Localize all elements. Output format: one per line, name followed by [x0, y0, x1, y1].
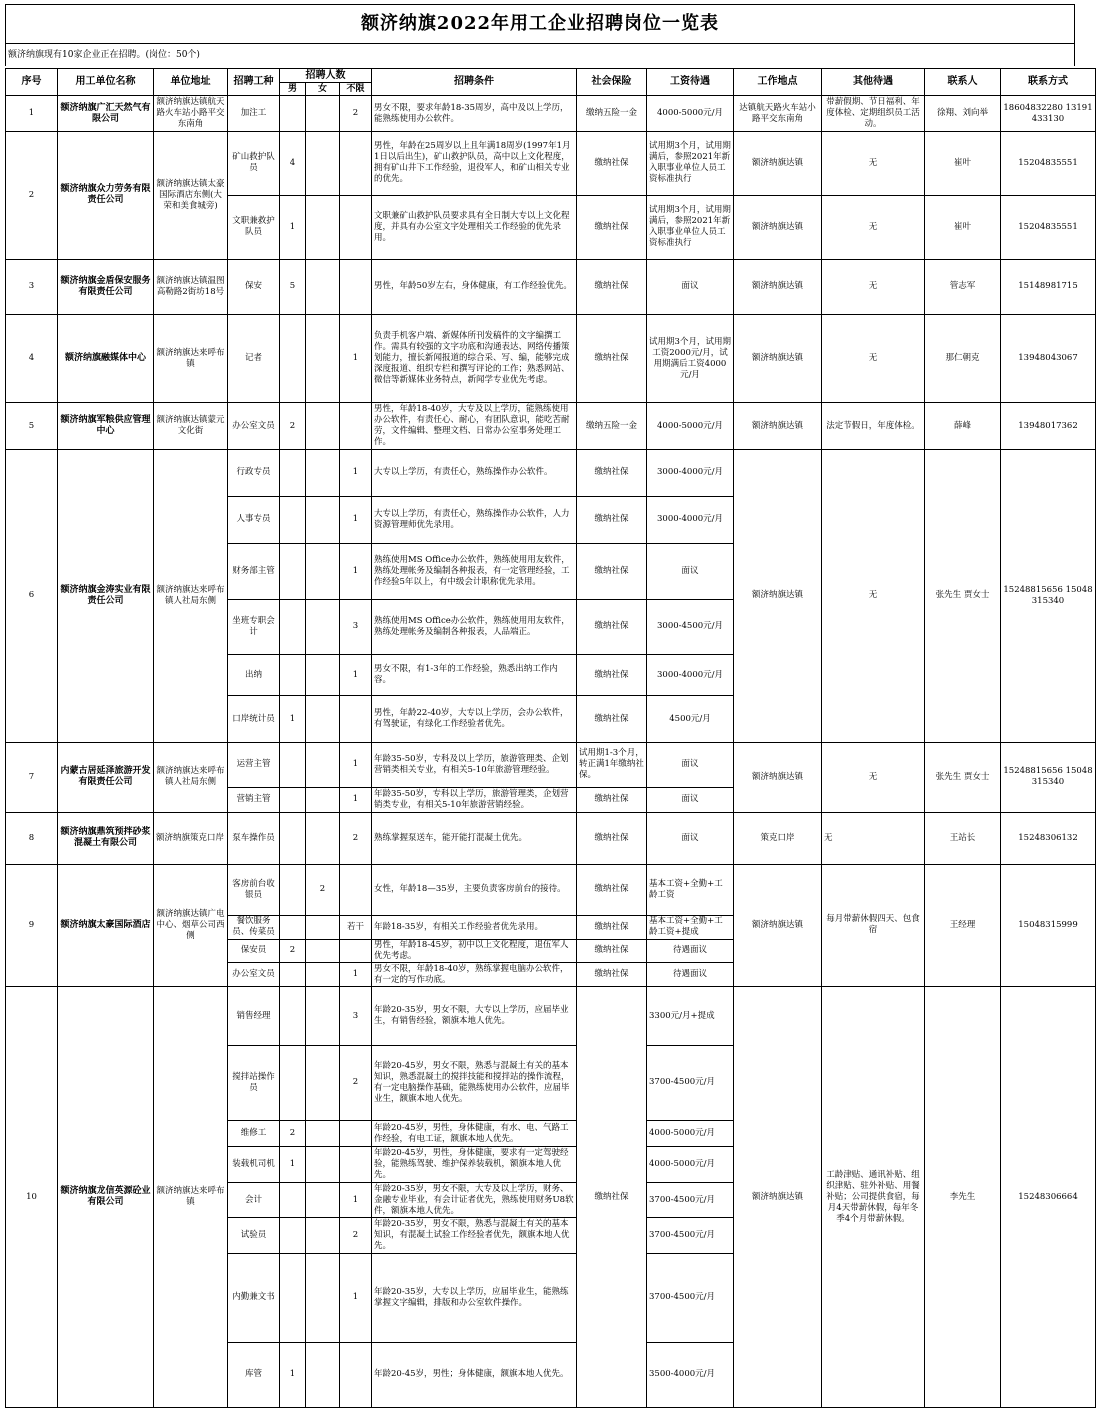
cell-male: 2	[280, 403, 306, 450]
cell-no: 6	[6, 450, 58, 743]
cell-any: 1	[340, 1182, 372, 1217]
cell-job: 销售经理	[228, 987, 280, 1046]
table-row	[6, 450, 1096, 497]
cell-salary: 4500元/月	[647, 696, 734, 743]
cell-company: 额济纳旗军粮供应管理中心	[58, 403, 154, 450]
cell-insurance: 缴纳社保	[577, 259, 647, 315]
cell-place: 额济纳旗达镇	[734, 864, 822, 987]
cell-any: 2	[340, 96, 372, 131]
cell-contact: 崔叶	[925, 195, 1001, 259]
cell-salary: 基本工资+全勤+工龄工资+提成	[647, 916, 734, 939]
cell-job: 装载机司机	[228, 1147, 280, 1182]
cell-salary: 试用期3个月，试用期工资2000元/月，试用期满后工资4000元/月	[647, 315, 734, 403]
page-subtitle: 额济纳旗现有10家企业正在招聘。(岗位：50个)	[5, 44, 1075, 66]
job-table	[5, 68, 1096, 1408]
cell-job: 财务部主管	[228, 544, 280, 600]
cell-job: 餐饮服务员、传菜员	[228, 916, 280, 939]
cell-insurance: 缴纳社保	[577, 544, 647, 600]
table-row	[6, 259, 1096, 315]
cell-job: 保安员	[228, 939, 280, 962]
cell-salary: 3000-4000元/月	[647, 496, 734, 544]
header-address: 单位地址	[154, 69, 228, 96]
cell-benefit: 无	[822, 131, 925, 195]
cell-phone: 15204835551	[1001, 131, 1096, 195]
cell-insurance: 缴纳社保	[577, 696, 647, 743]
cell-place: 策克口岸	[734, 812, 822, 864]
cell-salary: 4000-5000元/月	[647, 1147, 734, 1182]
header-row	[6, 69, 1096, 83]
cell-insurance: 缴纳社保	[577, 195, 647, 259]
cell-female	[306, 812, 340, 864]
cell-company: 内蒙古居延泽旅游开发有限责任公司	[58, 742, 154, 812]
cell-contact: 张先生 贾女士	[925, 450, 1001, 743]
cell-benefit: 无	[822, 742, 925, 812]
cell-insurance: 缴纳社保	[577, 787, 647, 812]
cell-contact: 李先生	[925, 987, 1001, 1408]
cell-job: 加注工	[228, 96, 280, 131]
cell-job: 泵车操作员	[228, 812, 280, 864]
cell-requirements: 年龄20-35岁，男女不限，大专以上学历，应届毕业生，有销售经验，额旗本地人优先。	[372, 987, 577, 1046]
cell-female	[306, 916, 340, 939]
cell-company: 额济纳旗太豪国际酒店	[58, 864, 154, 987]
cell-requirements: 年龄20-35岁，大专以上学历，应届毕业生，能熟练掌握文字编辑，排版和办公室软件操作。	[372, 1253, 577, 1342]
cell-requirements: 熟练使用MS Office办公软件，熟练使用用友软件，熟练处理帐务及编制各种报表，人品端正。	[372, 600, 577, 655]
cell-any: 1	[340, 315, 372, 403]
cell-female	[306, 787, 340, 812]
cell-requirements: 年龄20-45岁，男性；身体健康，额旗本地人优先。	[372, 1342, 577, 1407]
cell-insurance: 试用期1-3个月，转正满1年缴纳社保。	[577, 742, 647, 787]
cell-requirements: 女性，年龄18—35岁，主要负责客房前台的接待。	[372, 864, 577, 916]
cell-no: 1	[6, 96, 58, 131]
cell-job: 办公室文员	[228, 962, 280, 986]
cell-male	[280, 496, 306, 544]
cell-company: 额济纳旗众力劳务有限责任公司	[58, 131, 154, 259]
cell-any	[340, 864, 372, 916]
cell-male	[280, 544, 306, 600]
cell-salary: 3700-4500元/月	[647, 1218, 734, 1253]
cell-requirements: 年龄20-45岁，男性，身体健康，要求有一定驾驶经验，能熟练驾驶、维护保养装载机，额旗本地人优先。	[372, 1147, 577, 1182]
table-row	[6, 864, 1096, 916]
header-phone: 联系方式	[1001, 69, 1096, 96]
cell-male	[280, 916, 306, 939]
cell-insurance: 缴纳社保	[577, 962, 647, 986]
cell-address: 额济纳旗达来呼布镇人社局东侧	[154, 450, 228, 743]
cell-insurance: 缴纳社保	[577, 987, 647, 1408]
cell-no: 10	[6, 987, 58, 1408]
cell-salary: 面议	[647, 787, 734, 812]
cell-salary: 面议	[647, 742, 734, 787]
cell-female: 2	[306, 864, 340, 916]
cell-salary: 3500-4000元/月	[647, 1342, 734, 1407]
cell-no: 8	[6, 812, 58, 864]
cell-address: 额济纳旗达镇太豪国际酒店东侧(大荣和美食城旁)	[154, 131, 228, 259]
cell-requirements: 文职兼矿山救护队员要求具有全日制大专以上文化程度，并具有办公室文字处理相关工作经验的优先录用。	[372, 195, 577, 259]
cell-place: 额济纳旗达镇	[734, 259, 822, 315]
cell-any	[340, 195, 372, 259]
cell-requirements: 男性，年龄在25周岁以上且年满18周岁(1997年1月1日以后出生)，矿山救护队员，高中以上文化程度，拥有矿山井下工作经验，退役军人，和矿山相关专业的优先。	[372, 131, 577, 195]
header-salary: 工资待遇	[647, 69, 734, 96]
cell-address: 额济纳旗达镇蒙元文化街	[154, 403, 228, 450]
cell-male	[280, 962, 306, 986]
cell-benefit: 工龄津贴、通讯补贴、组织津贴、驻外补贴、用餐补贴；公司提供食宿，每月4天带薪休假，每年冬季4个月带薪休假。	[822, 987, 925, 1408]
cell-any: 1	[340, 742, 372, 787]
cell-salary: 3700-4500元/月	[647, 1253, 734, 1342]
cell-requirements: 男女不限，要求年龄18-35周岁，高中及以上学历，能熟练使用办公软件。	[372, 96, 577, 131]
cell-female	[306, 1147, 340, 1182]
cell-job: 运营主管	[228, 742, 280, 787]
cell-address: 额济纳旗达来呼布镇	[154, 315, 228, 403]
header-insurance: 社会保险	[577, 69, 647, 96]
cell-male: 2	[280, 939, 306, 962]
cell-job: 维修工	[228, 1120, 280, 1146]
cell-male: 5	[280, 259, 306, 315]
cell-place: 额济纳旗达镇	[734, 403, 822, 450]
cell-requirements: 年龄35-50岁，专科以上学历，旅游管理类，企划营销类专业，有相关5-10年旅游营销经验。	[372, 787, 577, 812]
cell-any: 3	[340, 987, 372, 1046]
cell-male	[280, 864, 306, 916]
cell-female	[306, 987, 340, 1046]
cell-female	[306, 1120, 340, 1146]
cell-male	[280, 450, 306, 497]
cell-any	[340, 403, 372, 450]
cell-requirements: 男性，年龄50岁左右，身体健康，有工作经验优先。	[372, 259, 577, 315]
cell-place: 额济纳旗达镇	[734, 131, 822, 195]
cell-benefit: 无	[822, 450, 925, 743]
cell-salary: 基本工资+全勤+工龄工资	[647, 864, 734, 916]
cell-job: 出纳	[228, 654, 280, 696]
cell-benefit: 无	[822, 315, 925, 403]
table-row	[6, 315, 1096, 403]
cell-salary: 4000-5000元/月	[647, 96, 734, 131]
cell-job: 会计	[228, 1182, 280, 1217]
cell-address: 额济纳旗策克口岸	[154, 812, 228, 864]
cell-address: 额济纳旗达镇航天路火车站小路平交东南角	[154, 96, 228, 131]
table-row	[6, 812, 1096, 864]
header-benefit: 其他待遇	[822, 69, 925, 96]
cell-requirements: 年龄20-35岁，男女不限，大专及以上学历，财务、金融专业毕业，有会计证者优先，熟练使用财务U8软件，额旗本地人优先。	[372, 1182, 577, 1217]
cell-salary: 4000-5000元/月	[647, 403, 734, 450]
cell-salary: 面议	[647, 812, 734, 864]
cell-any	[340, 696, 372, 743]
cell-job: 试验员	[228, 1218, 280, 1253]
cell-phone: 15248306132	[1001, 812, 1096, 864]
header-no: 序号	[6, 69, 58, 96]
cell-any	[340, 131, 372, 195]
cell-requirements: 男性，年龄22-40岁，大专以上学历，会办公软件，有驾驶证，有绿化工作经验者优先。	[372, 696, 577, 743]
cell-company: 额济纳旗广汇天然气有限公司	[58, 96, 154, 131]
cell-male	[280, 812, 306, 864]
cell-any: 2	[340, 1218, 372, 1253]
cell-phone: 15248815656 15048315340	[1001, 742, 1096, 812]
cell-female	[306, 544, 340, 600]
cell-insurance: 缴纳社保	[577, 315, 647, 403]
cell-job: 办公室文员	[228, 403, 280, 450]
cell-insurance: 缴纳社保	[577, 939, 647, 962]
cell-job: 搅拌站操作员	[228, 1045, 280, 1120]
cell-phone: 15204835551	[1001, 195, 1096, 259]
cell-insurance: 缴纳五险一金	[577, 403, 647, 450]
cell-male	[280, 600, 306, 655]
cell-salary: 3700-4500元/月	[647, 1045, 734, 1120]
cell-salary: 试用期3个月，试用期满后，参照2021年新入职事业单位人员工资标准执行	[647, 195, 734, 259]
cell-female	[306, 259, 340, 315]
cell-insurance: 缴纳社保	[577, 496, 647, 544]
cell-contact: 王经理	[925, 864, 1001, 987]
cell-insurance: 缴纳社保	[577, 916, 647, 939]
cell-any: 1	[340, 450, 372, 497]
cell-salary: 待遇面议	[647, 939, 734, 962]
cell-female	[306, 315, 340, 403]
cell-female	[306, 403, 340, 450]
cell-phone: 15048315999	[1001, 864, 1096, 987]
cell-any: 若干	[340, 916, 372, 939]
cell-company: 额济纳旗龙信英源砼业有限公司	[58, 987, 154, 1408]
cell-address: 额济纳旗达镇广电中心、烟草公司西侧	[154, 864, 228, 987]
cell-benefit: 法定节假日，年度体检。	[822, 403, 925, 450]
table-row	[6, 742, 1096, 787]
table-row	[6, 987, 1096, 1046]
header-contact: 联系人	[925, 69, 1001, 96]
cell-female	[306, 654, 340, 696]
cell-male	[280, 742, 306, 787]
table-row	[6, 403, 1096, 450]
cell-company: 额济纳旗融媒体中心	[58, 315, 154, 403]
cell-salary: 面议	[647, 544, 734, 600]
cell-female	[306, 962, 340, 986]
cell-salary: 4000-5000元/月	[647, 1120, 734, 1146]
cell-job: 人事专员	[228, 496, 280, 544]
cell-male: 4	[280, 131, 306, 195]
cell-benefit: 带薪假期、节日福利、年度体检、定期组织员工活动。	[822, 96, 925, 131]
table-row	[6, 131, 1096, 195]
cell-any: 1	[340, 496, 372, 544]
header-female: 女	[306, 83, 340, 96]
cell-no: 2	[6, 131, 58, 259]
cell-place: 额济纳旗达镇	[734, 195, 822, 259]
cell-insurance: 缴纳社保	[577, 131, 647, 195]
cell-any: 1	[340, 962, 372, 986]
cell-company: 额济纳旗鼎筑预拌砂浆混凝土有限公司	[58, 812, 154, 864]
cell-male	[280, 1045, 306, 1120]
cell-job: 内勤兼文书	[228, 1253, 280, 1342]
cell-requirements: 男女不限，有1-3年的工作经验，熟悉出纳工作内容。	[372, 654, 577, 696]
cell-benefit: 无	[822, 259, 925, 315]
cell-contact: 崔叶	[925, 131, 1001, 195]
cell-any: 2	[340, 812, 372, 864]
cell-phone: 15248306664	[1001, 987, 1096, 1408]
header-place: 工作地点	[734, 69, 822, 96]
cell-insurance: 缴纳社保	[577, 864, 647, 916]
cell-job: 行政专员	[228, 450, 280, 497]
cell-female	[306, 195, 340, 259]
cell-job: 库管	[228, 1342, 280, 1407]
cell-male	[280, 1182, 306, 1217]
cell-benefit: 无	[822, 812, 925, 864]
cell-job: 营销主管	[228, 787, 280, 812]
cell-female	[306, 696, 340, 743]
cell-job: 矿山救护队员	[228, 131, 280, 195]
cell-female	[306, 1218, 340, 1253]
cell-salary: 面议	[647, 259, 734, 315]
cell-place: 额济纳旗达镇	[734, 450, 822, 743]
cell-requirements: 男性，年龄18-40岁，大专及以上学历，能熟练使用办公软件，有责任心、耐心，有团队意识，能吃苦耐劳，文件编辑、整理文档、日常办公室事务处理工作。	[372, 403, 577, 450]
cell-any: 3	[340, 600, 372, 655]
cell-requirements: 年龄20-45岁，男性，身体健康，有水、电、气路工作经验，有电工证，额旗本地人优先。	[372, 1120, 577, 1146]
cell-benefit: 无	[822, 195, 925, 259]
cell-any	[340, 259, 372, 315]
cell-requirements: 熟练使用MS Office办公软件，熟练使用用友软件，熟练处理帐务及编制各种报表，有一定管理经验，工作经验5年以上，有中级会计职称优先录用。	[372, 544, 577, 600]
cell-insurance: 缴纳社保	[577, 812, 647, 864]
cell-no: 9	[6, 864, 58, 987]
cell-female	[306, 450, 340, 497]
cell-male	[280, 96, 306, 131]
cell-any	[340, 1147, 372, 1182]
cell-place: 达镇航天路火车站小路平交东南角	[734, 96, 822, 131]
cell-job: 坐班专职会计	[228, 600, 280, 655]
cell-any	[340, 1342, 372, 1407]
cell-male	[280, 315, 306, 403]
cell-male	[280, 787, 306, 812]
cell-no: 3	[6, 259, 58, 315]
cell-phone: 13948043067	[1001, 315, 1096, 403]
cell-address: 额济纳旗达来呼布镇人社局东侧	[154, 742, 228, 812]
cell-salary: 3300元/月+提成	[647, 987, 734, 1046]
cell-job: 客房前台收银员	[228, 864, 280, 916]
cell-no: 4	[6, 315, 58, 403]
cell-any: 1	[340, 654, 372, 696]
cell-requirements: 大专以上学历，有责任心，熟练操作办公软件，人力资源管理师优先录用。	[372, 496, 577, 544]
header-male: 男	[280, 83, 306, 96]
cell-requirements: 年龄35-50岁，专科及以上学历，旅游管理类、企划营销类相关专业，有相关5-10年旅游管理经验。	[372, 742, 577, 787]
cell-address: 额济纳旗达来呼布镇	[154, 987, 228, 1408]
cell-salary: 3000-4000元/月	[647, 654, 734, 696]
cell-female	[306, 1342, 340, 1407]
cell-no: 5	[6, 403, 58, 450]
cell-contact: 王站长	[925, 812, 1001, 864]
cell-female	[306, 1182, 340, 1217]
cell-place: 额济纳旗达镇	[734, 315, 822, 403]
cell-contact: 那仁朝克	[925, 315, 1001, 403]
cell-female	[306, 600, 340, 655]
table-row	[6, 96, 1096, 131]
cell-insurance: 缴纳社保	[577, 654, 647, 696]
cell-company: 额济纳旗金涛实业有限责任公司	[58, 450, 154, 743]
cell-male: 1	[280, 1342, 306, 1407]
cell-female	[306, 939, 340, 962]
header-any: 不限	[340, 83, 372, 96]
page-title: 额济纳旗2022年用工企业招聘岗位一览表	[5, 4, 1075, 44]
cell-male	[280, 1218, 306, 1253]
cell-place: 额济纳旗达镇	[734, 742, 822, 812]
cell-male	[280, 1253, 306, 1342]
cell-requirements: 大专以上学历，有责任心，熟练操作办公软件。	[372, 450, 577, 497]
cell-female	[306, 1045, 340, 1120]
cell-female	[306, 96, 340, 131]
cell-place: 额济纳旗达镇	[734, 987, 822, 1408]
cell-job: 记者	[228, 315, 280, 403]
cell-requirements: 男性，年龄18-45岁，初中以上文化程度，退伍军人优先考虑。	[372, 939, 577, 962]
cell-phone: 18604832280 13191433130	[1001, 96, 1096, 131]
header-company: 用工单位名称	[58, 69, 154, 96]
cell-any	[340, 1120, 372, 1146]
cell-male: 1	[280, 1147, 306, 1182]
cell-contact: 徐翔、刘向举	[925, 96, 1001, 131]
cell-any	[340, 939, 372, 962]
cell-male: 1	[280, 195, 306, 259]
cell-requirements: 年龄20-35岁，男女不限，熟悉与混凝土有关的基本知识，有混凝土试验工作经验者优先，额旗本地人优先。	[372, 1218, 577, 1253]
cell-requirements: 熟练掌握泵送车，能开能打混凝土优先。	[372, 812, 577, 864]
cell-male: 2	[280, 1120, 306, 1146]
cell-female	[306, 1253, 340, 1342]
header-count: 招聘人数	[280, 69, 372, 83]
cell-female	[306, 131, 340, 195]
cell-phone: 15248815656 15048315340	[1001, 450, 1096, 743]
cell-salary: 3000-4000元/月	[647, 450, 734, 497]
cell-requirements: 年龄18-35岁，有相关工作经验者优先录用。	[372, 916, 577, 939]
cell-insurance: 缴纳社保	[577, 450, 647, 497]
cell-insurance: 缴纳社保	[577, 600, 647, 655]
cell-company: 额济纳旗金盾保安服务有限责任公司	[58, 259, 154, 315]
header-requirements: 招聘条件	[372, 69, 577, 96]
cell-male: 1	[280, 696, 306, 743]
cell-any: 1	[340, 1253, 372, 1342]
cell-male	[280, 987, 306, 1046]
cell-salary: 试用期3个月，试用期满后，参照2021年新入职事业单位人员工资标准执行	[647, 131, 734, 195]
cell-salary: 3000-4500元/月	[647, 600, 734, 655]
cell-no: 7	[6, 742, 58, 812]
cell-salary: 待遇面议	[647, 962, 734, 986]
cell-female	[306, 742, 340, 787]
cell-any: 1	[340, 544, 372, 600]
cell-any: 1	[340, 787, 372, 812]
cell-any: 2	[340, 1045, 372, 1120]
cell-insurance: 缴纳五险一金	[577, 96, 647, 131]
cell-female	[306, 496, 340, 544]
cell-requirements: 负责手机客户端、新媒体所刊发稿件的文字编撰工作。需具有较强的文字功底和沟通表达、网络传播策划能力，擅长新闻报道的综合采、写、编，能够完成深度报道、组织专栏和撰写评论的工作；熟悉网站、微信等新媒体业务特点，新闻学专业优先考虑。	[372, 315, 577, 403]
header-job: 招聘工种	[228, 69, 280, 96]
cell-requirements: 男女不限，年龄18-40岁，熟练掌握电脑办公软件，有一定的写作功底。	[372, 962, 577, 986]
cell-requirements: 年龄20-45岁，男女不限，熟悉与混凝土有关的基本知识，熟悉混凝土的搅拌技能和搅拌站的操作流程，有一定电脑操作基础，能熟练使用办公软件，应届毕业生，额旗本地人优先。	[372, 1045, 577, 1120]
cell-contact: 张先生 贾女士	[925, 742, 1001, 812]
cell-job: 文职兼救护队员	[228, 195, 280, 259]
cell-contact: 管志军	[925, 259, 1001, 315]
cell-phone: 13948017362	[1001, 403, 1096, 450]
cell-job: 保安	[228, 259, 280, 315]
cell-male	[280, 654, 306, 696]
cell-job: 口岸统计员	[228, 696, 280, 743]
cell-phone: 15148981715	[1001, 259, 1096, 315]
cell-contact: 薛峰	[925, 403, 1001, 450]
cell-benefit: 每月带薪休假四天、包食宿	[822, 864, 925, 987]
cell-address: 额济纳旗达镇温图高勒路2街坊18号	[154, 259, 228, 315]
cell-salary: 3700-4500元/月	[647, 1182, 734, 1217]
